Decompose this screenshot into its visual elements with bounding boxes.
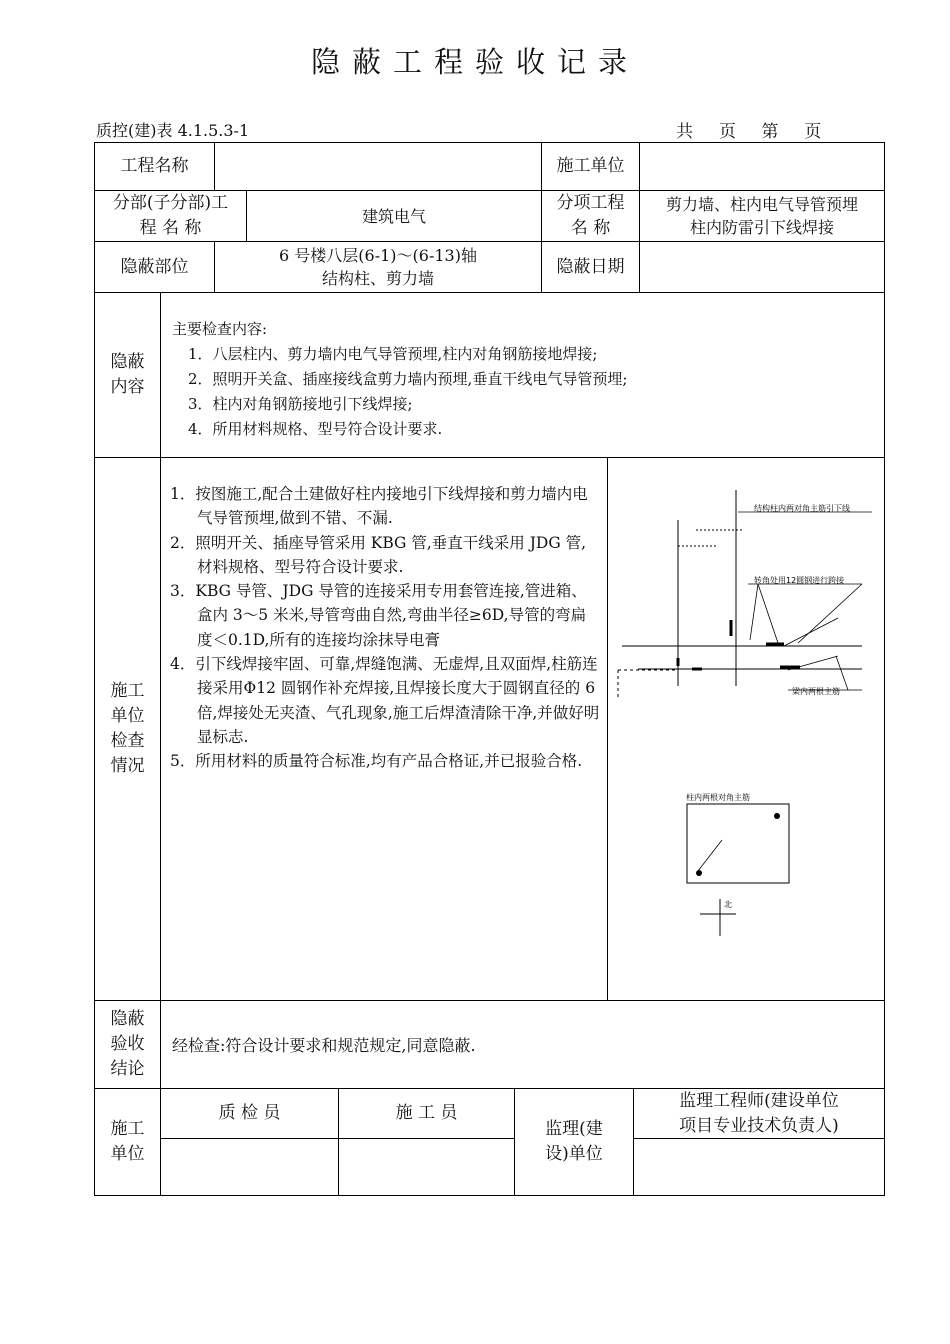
quality-inspector-signature: [161, 1139, 338, 1195]
inspection-label: [95, 458, 160, 1000]
conclusion-label-line: 验收: [110, 1034, 145, 1054]
inspection-label-line: 单位: [110, 706, 145, 726]
inspection-label-line: 检查: [110, 731, 145, 751]
rebar-dot: [774, 813, 780, 819]
construction-unit-label: 施工单位: [556, 156, 625, 176]
content-label: [95, 293, 160, 457]
conclusion-text: 经检查:符合设计要求和规范规定,同意隐蔽.: [172, 1036, 476, 1055]
constructor-label: 施 工 员: [395, 1103, 458, 1123]
wiring-sketch: [608, 458, 884, 1000]
form-number: 质控(建)表 4.1.5.3-1: [96, 121, 250, 140]
supervisor-label-line: 监理(建: [545, 1119, 603, 1139]
construction-unit-value: [640, 143, 884, 190]
project-name-value: [215, 143, 541, 190]
subdivision-label-line2: 程 名 称: [139, 218, 202, 238]
page-unit-label: 页: [804, 122, 822, 142]
engineer-label-line2: 项目专业技术负责人): [679, 1115, 839, 1136]
inspection-item: 2．照明开关、插座导管采用 KBG 管,垂直干线采用 JDG 管,材料规格、型号符合设计要求.: [170, 533, 587, 576]
sign-unit-label-line: 施工: [110, 1119, 145, 1139]
rebar-dot: [696, 870, 702, 876]
page-title: 隐蔽工程验收记录: [310, 45, 639, 79]
inspection-label-line: 施工: [110, 681, 145, 701]
label-beam: 梁内两根主筋: [792, 687, 840, 696]
inspection-item: 5．所用材料的质量符合标准,均有产品合格证,并已报验合格.: [170, 752, 583, 771]
content-list: [172, 317, 627, 442]
content-item: 3．柱内对角钢筋接地引下线焊接;: [188, 395, 413, 413]
date-value: [640, 242, 884, 292]
item-value-line1: 剪力墙、柱内电气导管预埋: [665, 195, 858, 214]
label-corner: 转角处用12圆钢进行跨接: [754, 576, 845, 585]
page-info: [676, 117, 847, 142]
content-label-line2: 内容: [110, 377, 145, 397]
content-item: 2．照明开关盒、插座接线盒剪力墙内预埋,垂直干线电气导管预埋;: [188, 370, 628, 388]
page-current-label: 页 第: [719, 122, 779, 142]
content-item: 4．所用材料规格、型号符合设计要求.: [188, 420, 443, 438]
content-label-line1: 隐蔽: [110, 352, 145, 372]
engineer-signature: [634, 1139, 884, 1195]
location-value-line1: 6 号楼八层(6-1)～(6-13)轴: [279, 246, 477, 265]
item-label-line2: 名 称: [570, 218, 611, 238]
item-value-line2: 柱内防雷引下线焊接: [689, 218, 834, 237]
sign-unit-label: [95, 1089, 160, 1195]
engineer-label: [634, 1089, 884, 1138]
item-label-line1: 分项工程: [556, 193, 625, 213]
subdivision-label-line1: 分部(子分部)工: [112, 193, 229, 213]
location-value-line2: 结构柱、剪力墙: [321, 269, 434, 288]
date-label: 隐蔽日期: [556, 256, 625, 277]
label-column: 柱内两根对角主筋: [686, 793, 750, 802]
subdivision-label: [95, 191, 246, 241]
engineer-label-line1: 监理工程师(建设单位: [679, 1090, 839, 1111]
conclusion-label-line: 结论: [110, 1059, 145, 1079]
conclusion-label: [95, 1001, 160, 1088]
item-label: [542, 191, 639, 241]
project-name-label: 工程名称: [120, 156, 189, 176]
subdivision-value: 建筑电气: [361, 206, 426, 226]
content-intro: 主要检查内容:: [172, 320, 268, 338]
location-label: 隐蔽部位: [120, 256, 189, 277]
inspection-label-line: 情况: [110, 756, 145, 776]
item-value: [640, 191, 884, 241]
inspection-item: 3．KBG 导管、JDG 导管的连接采用专用套管连接,管进箱、盒内 3～5 米米,导管弯曲自然,弯曲半径≥6D,导管的弯扁度＜0.1D,所有的连接均涂抹导电膏: [170, 582, 587, 649]
supervisor-label: [515, 1089, 633, 1195]
inspection-item: 4．引下线焊接牢固、可靠,焊缝饱满、无虚焊,且双面焊,柱筋连接采用Φ12 圆钢作补充焊接,且焊接长度大于圆钢直径的 6 倍,焊接处无夹渣、气孔现象,施工后焊渣清除干净,并做好明显标志.: [170, 655, 600, 746]
label-north: 北: [724, 900, 732, 909]
content-item: 1．八层柱内、剪力墙内电气导管预埋,柱内对角钢筋接地焊接;: [188, 345, 598, 363]
location-value: [215, 242, 541, 292]
constructor-signature: [339, 1139, 514, 1195]
conclusion-label-line: 隐蔽: [110, 1009, 145, 1029]
quality-inspector-label: 质 检 员: [218, 1103, 281, 1123]
page-total-label: 共: [676, 122, 693, 142]
label-top: 结构柱内两对角主筋引下线: [754, 504, 850, 513]
supervisor-label-line: 设)单位: [545, 1144, 603, 1164]
sign-unit-label-line: 单位: [110, 1144, 145, 1164]
inspection-item: 1．按图施工,配合土建做好柱内接地引下线焊接和剪力墙内电气导管预埋,做到不错、不漏.: [170, 485, 588, 528]
inspection-list: [170, 482, 600, 774]
